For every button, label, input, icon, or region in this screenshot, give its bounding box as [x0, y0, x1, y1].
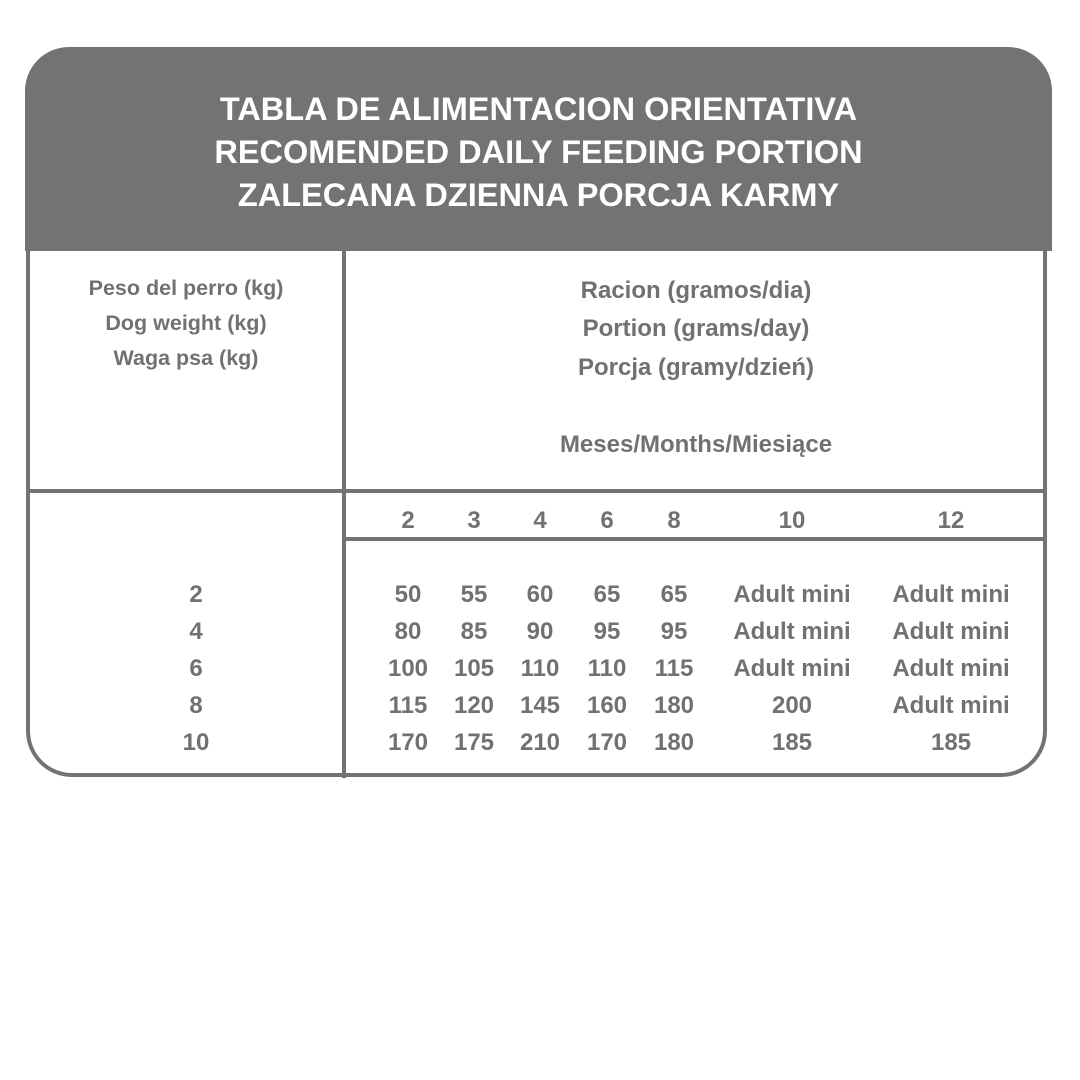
- portion-cell: 160: [586, 692, 628, 719]
- portion-cell: 110: [520, 655, 560, 682]
- portion-cell: 110: [587, 655, 627, 682]
- title-banner: [25, 47, 1052, 251]
- portion-cell: 90: [526, 618, 554, 645]
- portion-cell: 145: [519, 692, 561, 719]
- month-header: 4: [533, 507, 547, 534]
- title-line-es: TABLA DE ALIMENTACION ORIENTATIVA: [219, 91, 858, 127]
- portion-cell: 100: [387, 655, 429, 682]
- portion-cell: 120: [453, 692, 495, 719]
- portion-cell: Adult mini: [892, 655, 1010, 682]
- portion-cell: 185: [930, 729, 972, 756]
- weight-header-es: Peso del perro (kg): [88, 276, 284, 300]
- portion-header-es: Racion (gramos/dia): [580, 277, 812, 304]
- portion-cell: Adult mini: [892, 618, 1010, 645]
- portion-cell: 115: [654, 655, 694, 682]
- weight-cell: 4: [189, 618, 203, 645]
- portion-cell: 185: [771, 729, 813, 756]
- portion-cell: Adult mini: [733, 618, 851, 645]
- header-divider: [26, 489, 1047, 493]
- portion-cell: 180: [653, 729, 695, 756]
- months-divider: [346, 537, 1046, 541]
- month-header: 6: [600, 507, 614, 534]
- weight-cell: 10: [182, 729, 210, 756]
- portion-cell: Adult mini: [733, 655, 851, 682]
- month-header: 2: [401, 507, 415, 534]
- months-label: Meses/Months/Miesiące: [559, 431, 833, 458]
- portion-cell: 200: [771, 692, 813, 719]
- portion-cell: 65: [593, 581, 621, 608]
- portion-cell: Adult mini: [892, 581, 1010, 608]
- month-header: 12: [937, 507, 965, 534]
- portion-header-en: Portion (grams/day): [582, 315, 810, 342]
- portion-cell: 175: [453, 729, 495, 756]
- month-header: 10: [778, 507, 806, 534]
- title-line-pl: ZALECANA DZIENNA PORCJA KARMY: [237, 177, 840, 213]
- portion-cell: 60: [526, 581, 554, 608]
- portion-cell: 105: [453, 655, 495, 682]
- portion-cell: 170: [586, 729, 628, 756]
- portion-cell: 115: [388, 692, 428, 719]
- portion-cell: 95: [660, 618, 688, 645]
- portion-cell: 180: [653, 692, 695, 719]
- portion-cell: 85: [460, 618, 488, 645]
- weight-header-en: Dog weight (kg): [105, 311, 267, 335]
- portion-header-pl: Porcja (gramy/dzień): [577, 354, 815, 381]
- portion-cell: 55: [460, 581, 488, 608]
- portion-cell: 80: [394, 618, 422, 645]
- title-line-en: RECOMENDED DAILY FEEDING PORTION: [214, 134, 863, 170]
- month-header: 8: [667, 507, 681, 534]
- weight-cell: 8: [189, 692, 203, 719]
- portion-cell: 170: [387, 729, 429, 756]
- portion-cell: 65: [660, 581, 688, 608]
- weight-header-pl: Waga psa (kg): [113, 346, 259, 370]
- portion-cell: Adult mini: [733, 581, 851, 608]
- portion-cell: 210: [519, 729, 561, 756]
- portion-cell: 95: [593, 618, 621, 645]
- weight-cell: 6: [189, 655, 203, 682]
- weight-cell: 2: [189, 581, 203, 608]
- month-header: 3: [467, 507, 481, 534]
- portion-cell: Adult mini: [892, 692, 1010, 719]
- portion-cell: 50: [394, 581, 422, 608]
